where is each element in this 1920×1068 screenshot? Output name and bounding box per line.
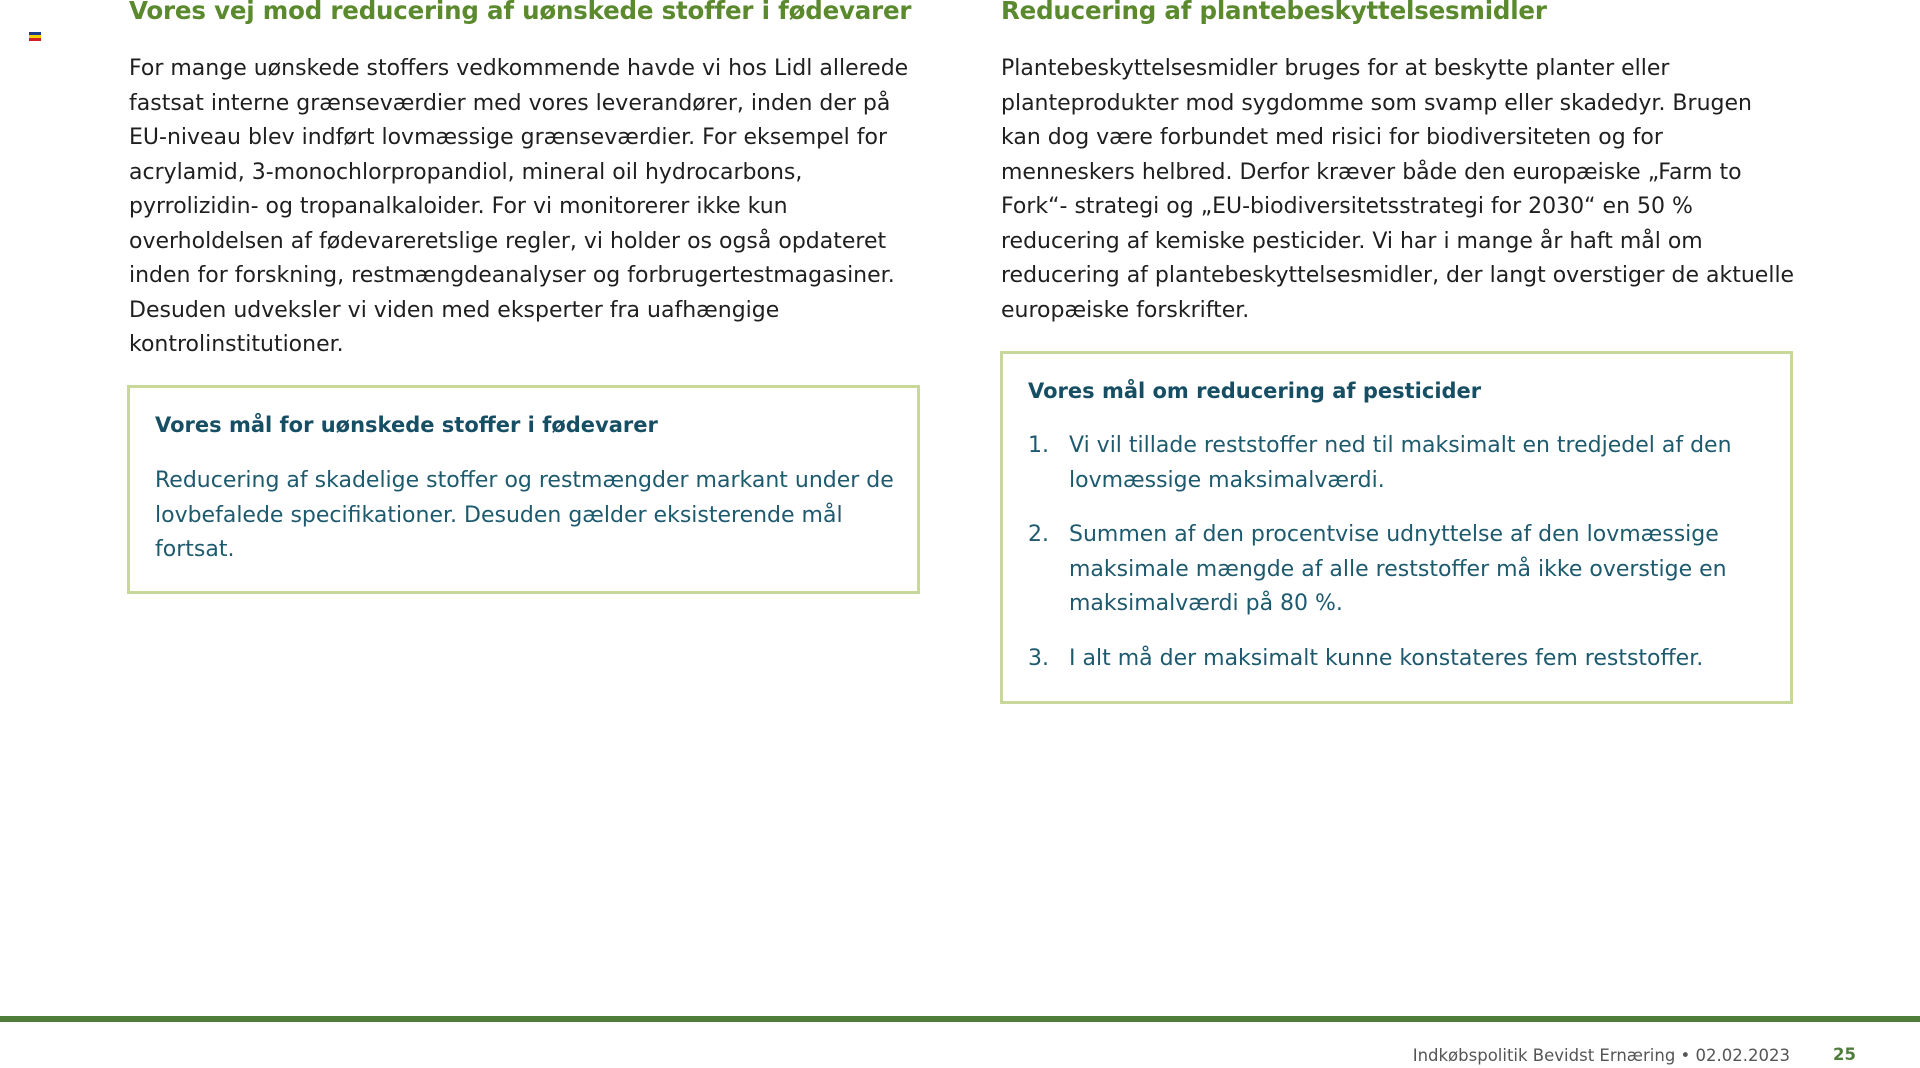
right-goal-box [1000,351,1793,704]
list-line: maksimalværdi på 80 %. [1069,591,1343,616]
goal-line: Reducering af skadelige stoffer og restmængder markant under de [155,468,894,493]
body-line: EU-niveau blev indført lovmæssige grænseværdier. For eksempel for [129,125,888,150]
footer-document-info: Indkøbspolitik Bevidst Ernæring • 02.02.2023 [1412,1046,1790,1065]
list-item-text [1069,642,1732,677]
body-line: For mange uønskede stoffers vedkommende havde vi hos Lidl allerede [129,56,909,81]
body-line: europæiske forskrifter. [1001,297,1250,323]
body-line: acrylamid, 3-monochlorpropandiol, mineral oil hydrocarbons, [129,159,803,185]
body-line: pyrrolizidin- og tropanalkaloider. For vi monitorerer ikke kun [129,194,788,219]
goal-line: lovbefalede specifikationer. Desuden gælder eksisterende mål [155,502,843,528]
left-body-text [129,52,908,363]
left-section-heading: Vores vej mod reducering af uønskede stoffer i fødevarer [129,0,912,25]
body-line: fastsat interne grænseværdier med vores leverandører, inden der på [129,90,891,116]
list-item-text [1069,518,1732,622]
body-line: inden for forskning, restmængdeanalyser og forbrugertestmagasiner. [129,263,895,288]
left-goal-text [155,464,894,568]
pesticide-goal-list [1028,429,1732,696]
list-item-number: 3. [1028,645,1049,671]
right-goal-title: Vores mål om reducering af pesticider [1028,379,1482,403]
right-section-heading: Reducering af plantebeskyttelsesmidler [1001,0,1547,25]
list-line: Vi vil tillade reststoffer ned til maksimalt en tredjedel af den [1069,433,1732,458]
left-goal-title: Vores mål for uønskede stoffer i fødevarer [155,413,658,437]
body-line: planteprodukter mod sygdomme som svamp eller skadedyr. Brugen [1001,90,1752,116]
list-line: I alt må der maksimalt kunne konstateres fem reststoffer. [1069,645,1704,671]
page-number: 25 [1833,1045,1856,1064]
list-item [1028,429,1732,498]
list-item [1028,518,1732,622]
logo-stripe [29,38,41,41]
footer-divider [0,1016,1920,1022]
goal-line: fortsat. [155,537,235,562]
body-line: reducering af kemiske pesticider. Vi har i mange år haft mål om [1001,228,1703,254]
body-line: overholdelsen af fødevareretslige regler, vi holder os også opdateret [129,228,887,254]
body-line: kan dog være forbundet med risici for biodiversiteten og for [1001,125,1663,150]
list-item-number: 2. [1028,522,1049,547]
left-goal-box [127,385,920,594]
body-line: reducering af plantebeskyttelsesmidler, der langt overstiger de aktuelle [1001,263,1795,288]
body-line: Desuden udveksler vi viden med eksperter fra uafhængige [129,297,780,323]
list-item-number: 1. [1028,433,1049,458]
list-line: lovmæssige maksimalværdi. [1069,467,1385,493]
list-line: Summen af den procentvise udnyttelse af den lovmæssige [1069,522,1719,547]
body-line: menneskers helbred. Derfor kræver både den europæiske „Farm to [1001,159,1742,185]
right-body-text [1001,52,1794,328]
list-item [1028,642,1732,677]
list-item-text [1069,429,1732,498]
body-line: Plantebeskyttelsesmidler bruges for at beskytte planter eller [1001,56,1670,81]
flag-stripes-icon [29,32,41,41]
body-line: kontrolinstitutioner. [129,332,344,357]
list-line: maksimale mængde af alle reststoffer må ikke overstige en [1069,556,1727,582]
body-line: Fork“- strategi og „EU-biodiversitetsstrategi for 2030“ en 50 % [1001,194,1693,219]
